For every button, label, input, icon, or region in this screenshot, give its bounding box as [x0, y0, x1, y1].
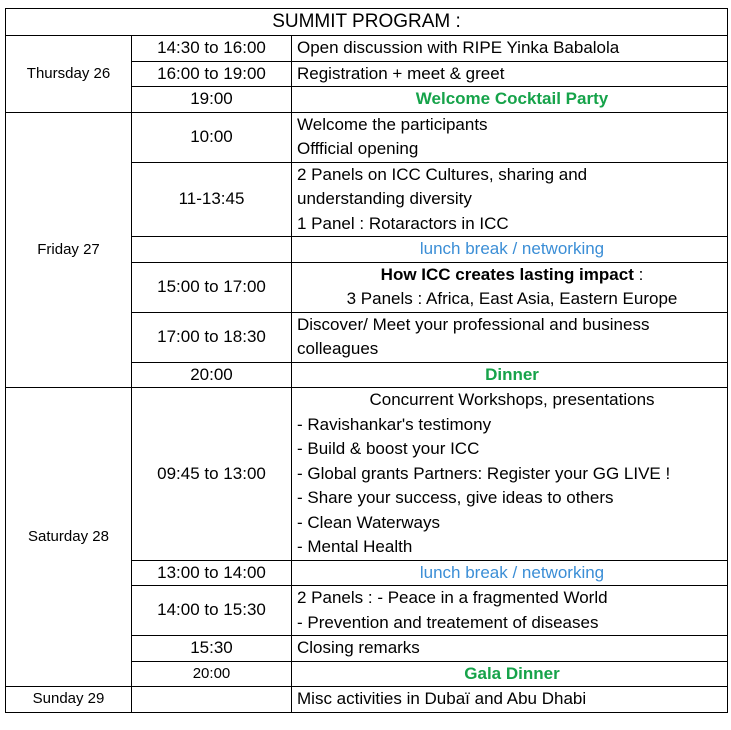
activity-cell: Discover/ Meet your professional and business colleagues [292, 312, 728, 362]
time-cell: 14:30 to 16:00 [132, 36, 292, 62]
time-cell: 20:00 [132, 362, 292, 388]
activity-cell: 2 Panels on ICC Cultures, sharing and understanding diversity 1 Panel : Rotaractors in ICC [292, 162, 728, 237]
activity-cell: Closing remarks [292, 636, 728, 662]
day-thursday: Thursday 26 [6, 36, 132, 113]
day-sunday: Sunday 29 [6, 687, 132, 713]
gala-dinner-cell: Gala Dinner [292, 661, 728, 687]
activity-cell: Open discussion with RIPE Yinka Babalola [292, 36, 728, 62]
table-row [6, 687, 728, 713]
time-cell: 20:00 [132, 661, 292, 687]
summit-program-table [5, 8, 728, 713]
activity-cell: 2 Panels : - Peace in a fragmented World - Prevention and treatement of diseases [292, 586, 728, 636]
activity-cell: How ICC creates lasting impact : 3 Panels : Africa, East Asia, Eastern Europe [292, 262, 728, 312]
time-cell: 10:00 [132, 112, 292, 162]
time-cell-empty [132, 687, 292, 713]
day-friday: Friday 27 [6, 112, 132, 388]
time-cell: 13:00 to 14:00 [132, 560, 292, 586]
activity-cell: Registration + meet & greet [292, 61, 728, 87]
activity-cell: Welcome the participants Offficial opening [292, 112, 728, 162]
table-row [6, 112, 728, 162]
lunch-break-cell: lunch break / networking [292, 237, 728, 263]
lunch-break-cell: lunch break / networking [292, 560, 728, 586]
time-cell: 19:00 [132, 87, 292, 113]
time-cell: 15:30 [132, 636, 292, 662]
table-row [6, 36, 728, 62]
time-cell: 16:00 to 19:00 [132, 61, 292, 87]
time-cell: 11-13:45 [132, 162, 292, 237]
welcome-cocktail-cell: Welcome Cocktail Party [292, 87, 728, 113]
time-cell: 09:45 to 13:00 [132, 388, 292, 561]
impact-heading: How ICC creates lasting impact [380, 264, 634, 284]
dinner-cell: Dinner [292, 362, 728, 388]
time-cell: 14:00 to 15:30 [132, 586, 292, 636]
day-saturday: Saturday 28 [6, 388, 132, 687]
time-cell: 17:00 to 18:30 [132, 312, 292, 362]
cropped-top-edge [0, 0, 731, 8]
title-row [6, 9, 728, 36]
program-title: SUMMIT PROGRAM : [6, 9, 728, 36]
activity-cell: Concurrent Workshops, presentations - Ravishankar's testimony - Build & boost your ICC - Global grants Partners: Register your GG LIVE ! - Share your success, give ideas to others - Clean Waterways - Mental Health [292, 388, 728, 561]
activity-cell: Misc activities in Dubaï and Abu Dhabi [292, 687, 728, 713]
table-row [6, 388, 728, 561]
time-cell: 15:00 to 17:00 [132, 262, 292, 312]
time-cell-empty [132, 237, 292, 263]
